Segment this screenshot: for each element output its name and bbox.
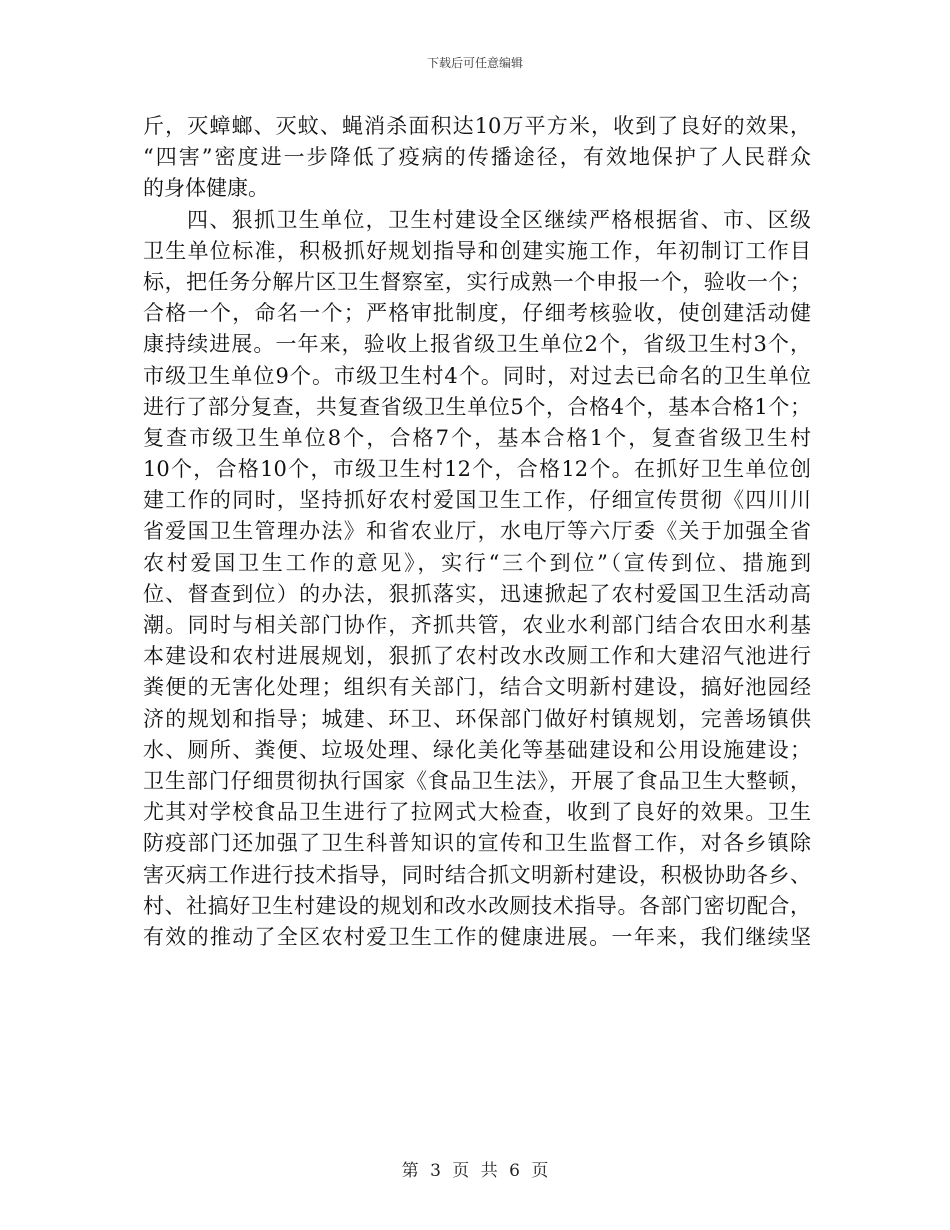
text-line: 本建设和农村进展规划，狠抓了农村改水改厕工作和大建沼气池进行 (143, 644, 811, 669)
text-line: 建工作的同时，坚持抓好农村爱国卫生工作，仔细宣传贯彻《四川川 (143, 488, 811, 513)
text-line: 村、社搞好卫生村建设的规划和改水改厕技术指导。各部门密切配合， (143, 893, 811, 918)
text-line: 水、厕所、粪便、垃圾处理、绿化美化等基础建设和公用设施建设； (143, 737, 811, 762)
text-line: 害灭病工作进行技术指导，同时结合抓文明新村建设，积极协助各乡、 (143, 862, 811, 887)
text-line: 省爱国卫生管理办法》和省农业厅，水电厅等六厅委《关于加强全省 (143, 519, 811, 544)
text-line: 四、狠抓卫生单位，卫生村建设全区继续严格根据省、市、区级 (187, 207, 811, 232)
text-line: 有效的推动了全区农村爱卫生工作的健康进展。一年来，我们继续坚 (143, 924, 811, 949)
text-line: 10个，合格10个，市级卫生村12个，合格12个。在抓好卫生单位创 (143, 457, 811, 482)
page-header-note: 下载后可任意编辑 (426, 56, 523, 70)
text-line: “四害”密度进一步降低了疫病的传播途径，有效地保护了人民群众 (143, 145, 811, 170)
text-line: 尤其对学校食品卫生进行了拉网式大检查，收到了良好的效果。卫生 (143, 800, 811, 825)
text-line: 的身体健康。 (143, 176, 269, 201)
text-line: 复查市级卫生单位8个，合格7个，基本合格1个，复查省级卫生村 (143, 425, 811, 450)
text-line: 进行了部分复查，共复查省级卫生单位5个，合格4个，基本合格1个； (143, 394, 811, 419)
text-line: 潮。同时与相关部门协作，齐抓共管，农业水利部门结合农田水利基 (143, 613, 811, 637)
text-line: 斤，灭蟑螂、灭蚊、蝇消杀面积达10万平方米，收到了良好的效果， (143, 114, 811, 138)
text-line: 合格一个，命名一个；严格审批制度，仔细考核验收，使创建活动健 (143, 301, 811, 326)
document-body (143, 111, 811, 953)
page-number-footer: 第 3 页 共 6 页 (401, 1161, 549, 1181)
paragraph-1 (143, 111, 811, 205)
text-line: 济的规划和指导；城建、环卫、环保部门做好村镇规划，完善场镇供 (143, 706, 811, 731)
text-line: 市级卫生单位9个。市级卫生村4个。同时，对过去已命名的卫生单位 (143, 363, 811, 388)
text-line: 粪便的无害化处理；组织有关部门，结合文明新村建设，搞好池园经 (143, 675, 811, 700)
text-line: 防疫部门还加强了卫生科普知识的宣传和卫生监督工作，对各乡镇除 (143, 831, 811, 856)
text-line: 农村爱国卫生工作的意见》，实行“三个到位”（宣传到位、措施到 (143, 550, 811, 575)
text-line: 位、督查到位）的办法，狠抓落实，迅速掀起了农村爱国卫生活动高 (143, 581, 811, 606)
text-line: 康持续进展。一年来，验收上报省级卫生单位2个，省级卫生村3个， (143, 332, 811, 357)
text-line: 卫生单位标准，积极抓好规划指导和创建实施工作，年初制订工作目 (143, 238, 811, 263)
paragraph-2 (143, 205, 811, 954)
text-line: 卫生部门仔细贯彻执行国家《食品卫生法》，开展了食品卫生大整顿， (143, 768, 811, 793)
text-line: 标，把任务分解片区卫生督察室，实行成熟一个申报一个，验收一个； (143, 269, 811, 294)
